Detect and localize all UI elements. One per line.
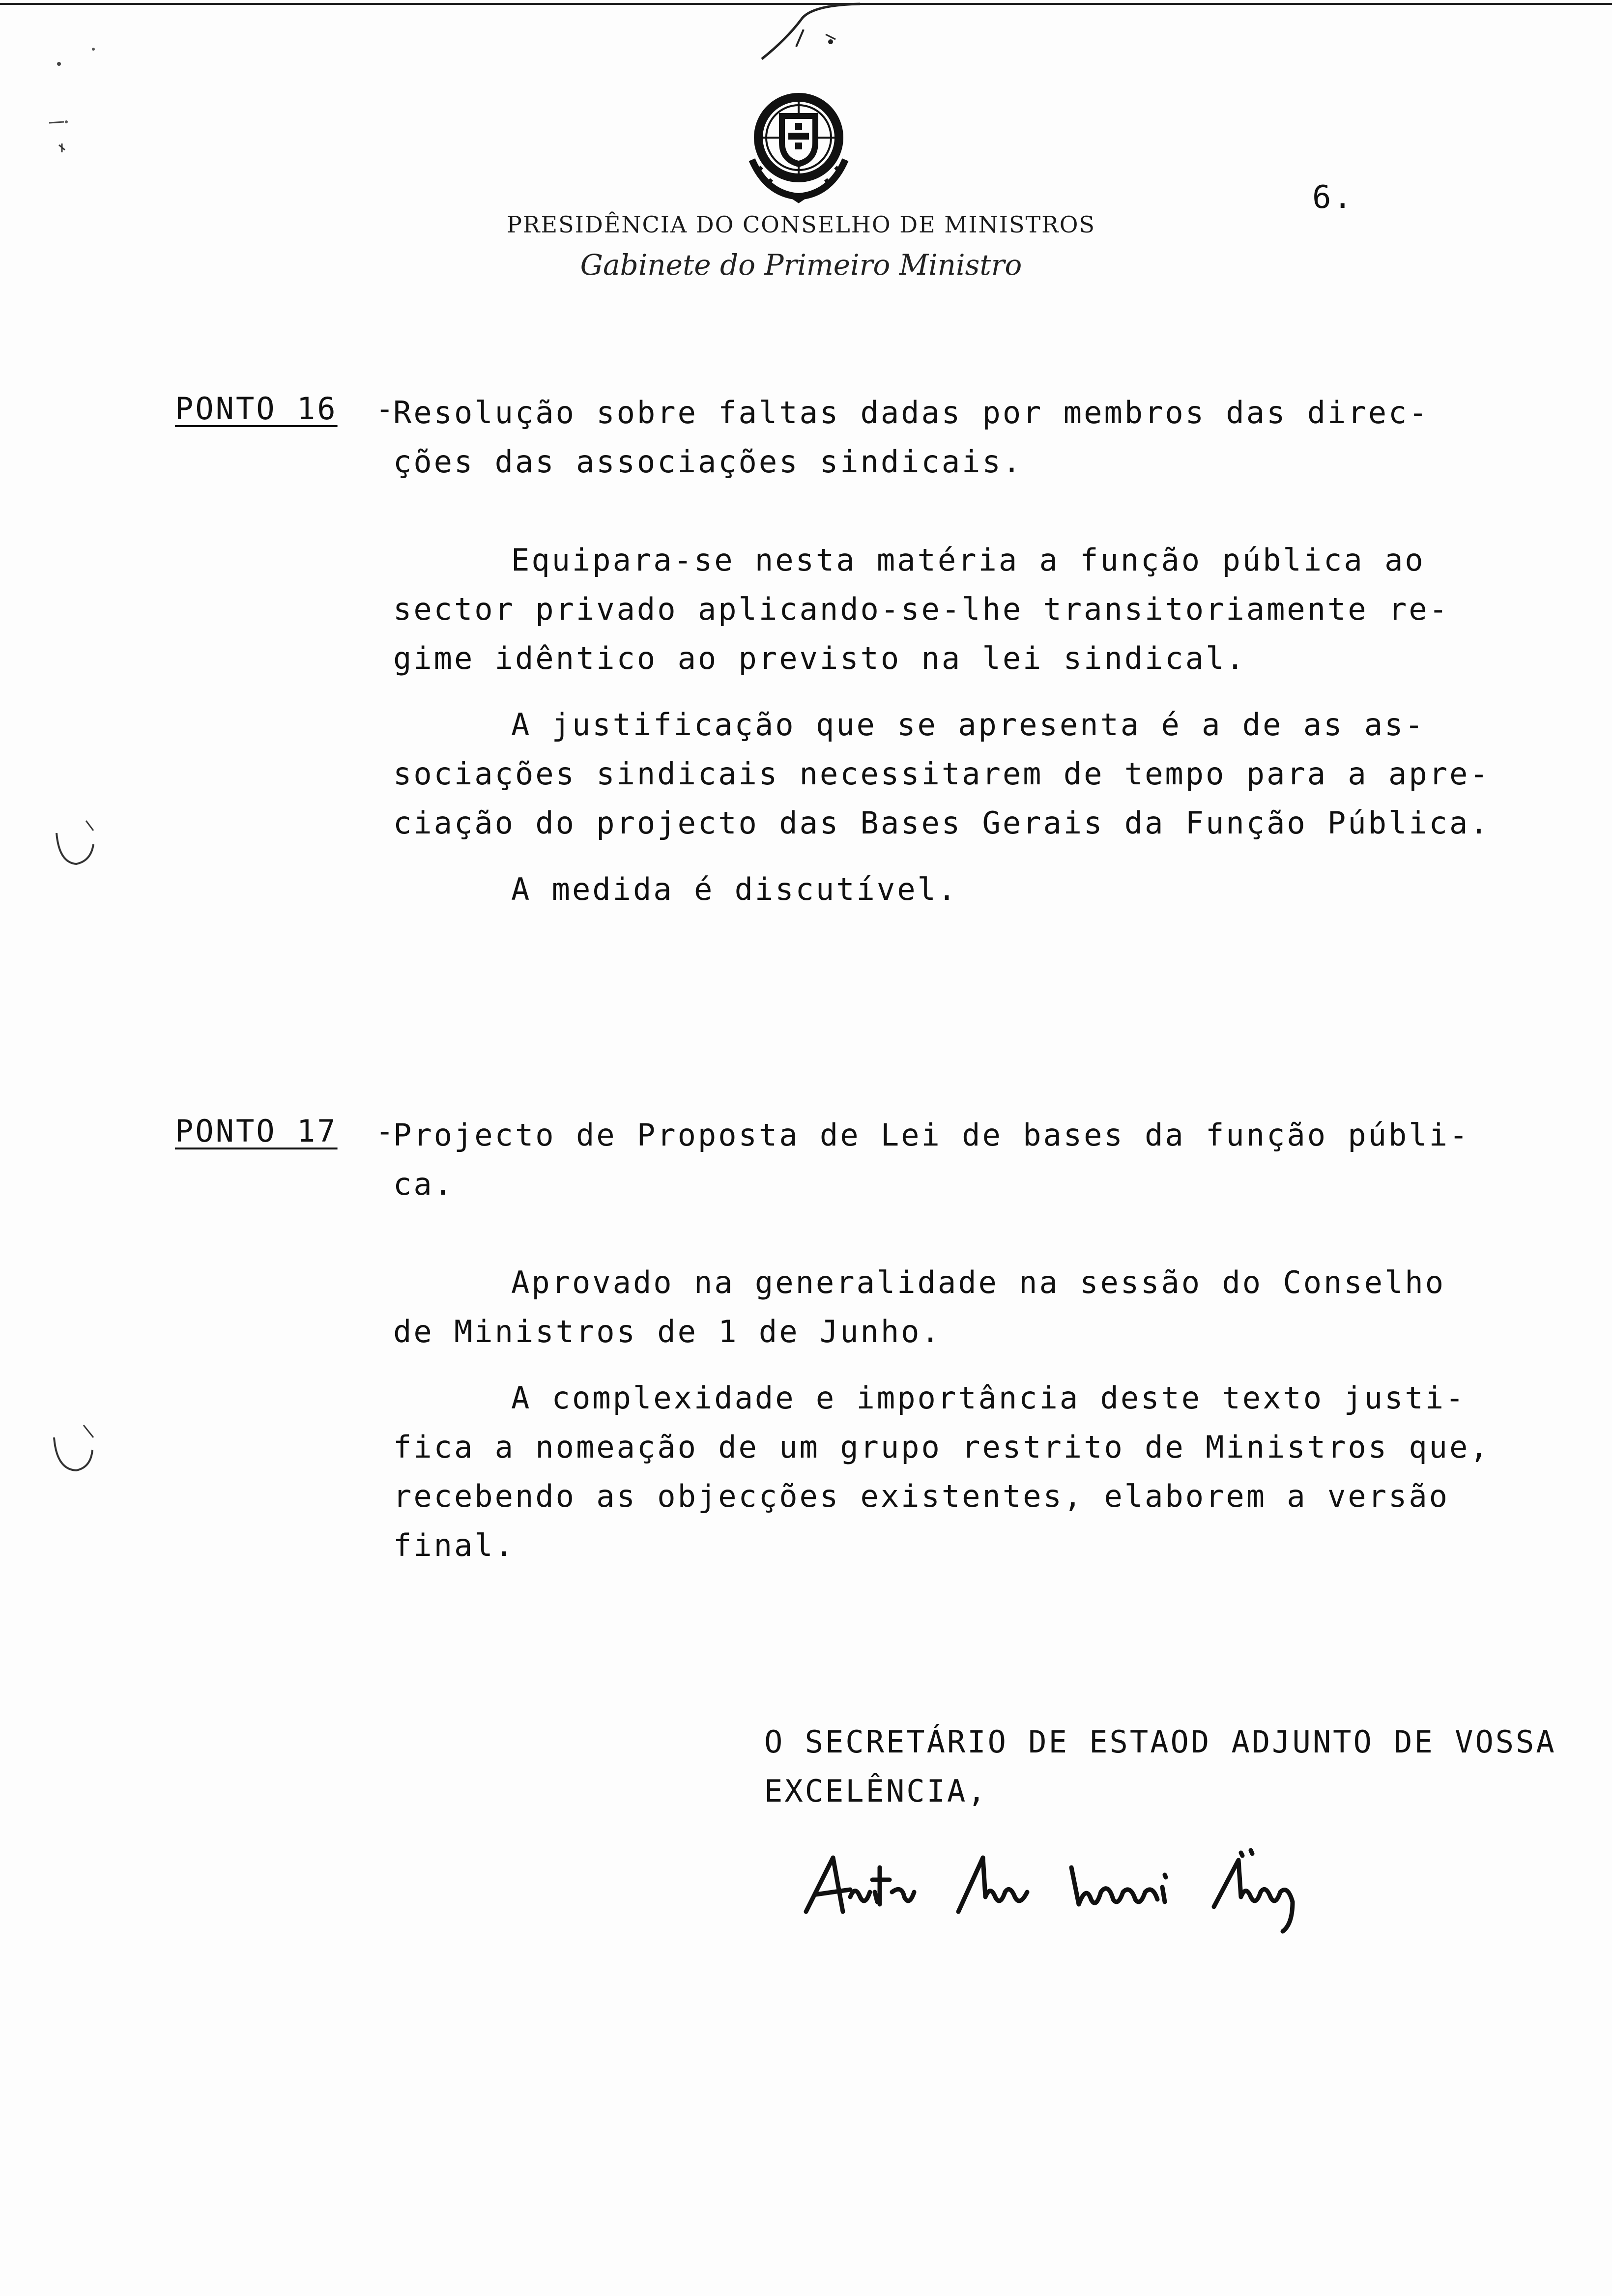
body-line: sector privado aplicando-se-lhe transitoriamente re- xyxy=(393,591,1450,627)
punch-hole-icon xyxy=(44,806,103,875)
item-label xyxy=(175,1113,396,1149)
body-line: gime idêntico ao previsto na lei sindical. xyxy=(393,640,1246,676)
body-line: de Ministros de 1 de Junho. xyxy=(393,1314,942,1349)
item-number: PONTO 17 xyxy=(175,1113,338,1149)
handwritten-signature xyxy=(796,1838,1504,1936)
scan-specks-icon xyxy=(29,39,118,177)
page-number: 6. xyxy=(1312,179,1354,216)
office-subtitle: Gabinete do Primeiro Ministro xyxy=(580,248,1022,282)
body-line: final. xyxy=(393,1527,515,1563)
body-line: Aprovado na generalidade na sessão do Conselho xyxy=(511,1264,1446,1300)
punch-hole-icon xyxy=(44,1415,103,1484)
item-title-line: Resolução sobre faltas dadas por membros das direc- xyxy=(393,395,1429,430)
body-line: A complexidade e importância deste texto justi- xyxy=(511,1380,1466,1416)
item-dash: - xyxy=(375,1113,396,1149)
closing-line: EXCELÊNCIA, xyxy=(764,1773,988,1809)
item-label xyxy=(175,391,396,427)
closing-line: O SECRETÁRIO DE ESTAOD ADJUNTO DE VOSSA xyxy=(764,1724,1556,1760)
body-line: A medida é discutível. xyxy=(511,871,958,907)
body-line: Equipara-se nesta matéria a função pública ao xyxy=(511,542,1425,578)
item-title-line: ca. xyxy=(393,1166,454,1202)
body-line: ciação do projecto das Bases Gerais da Função Pública. xyxy=(393,805,1490,841)
institution-name: PRESIDÊNCIA DO CONSELHO DE MINISTROS xyxy=(506,211,1096,238)
body-line: fica a nomeação de um grupo restrito de Ministros que, xyxy=(393,1429,1490,1465)
item-title-line: Projecto de Proposta de Lei de bases da função públi- xyxy=(393,1117,1470,1153)
item-number: PONTO 16 xyxy=(175,391,338,427)
body-line: sociações sindicais necessitarem de tempo para a apre- xyxy=(393,756,1490,792)
item-title-line: ções das associações sindicais. xyxy=(393,444,1023,480)
coat-of-arms-icon xyxy=(737,81,860,204)
item-dash: - xyxy=(375,391,396,427)
body-line: recebendo as objecções existentes, elaborem a versão xyxy=(393,1478,1450,1514)
pen-mark-icon xyxy=(757,0,865,64)
body-line: A justificação que se apresenta é a de as as- xyxy=(511,707,1425,743)
